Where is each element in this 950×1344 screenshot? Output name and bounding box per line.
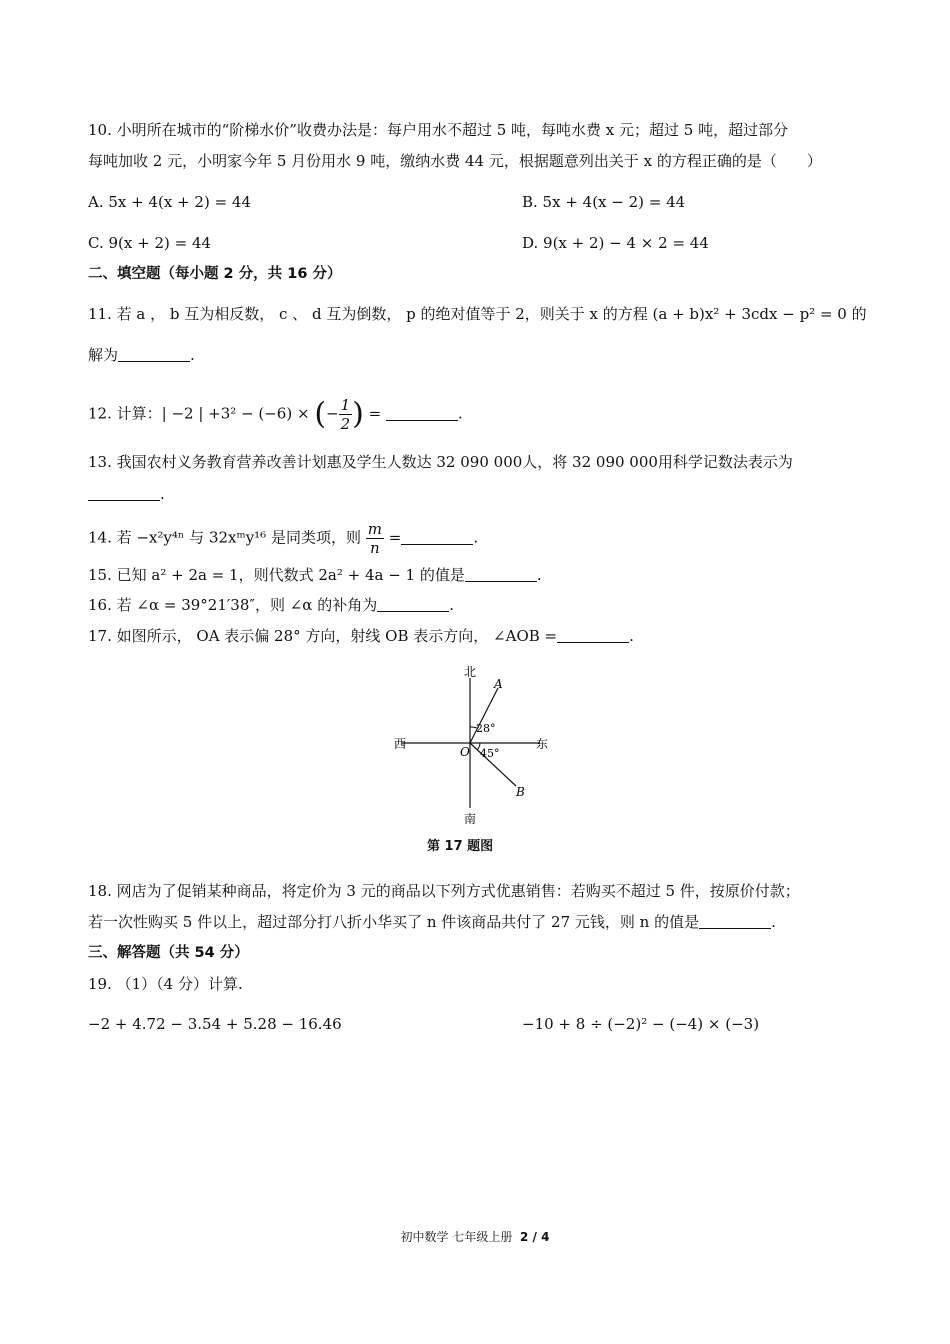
- q12-fraction: [339, 396, 353, 433]
- q15-text: 15. 已知 a² + 2a = 1，则代数式 2a² + 4a − 1 的值是: [88, 566, 465, 584]
- q13-line1: 13. 我国农村义务教育营养改善计划惠及学生人数达 32 090 000人，将 32 090 000用科学记数法表示为: [88, 453, 793, 471]
- q10-stem-line1: 10. 小明所在城市的“阶梯水价”收费办法是：每户用水不超过 5 吨，每吨水费 x 元；超过 5 吨，超过部分: [88, 121, 789, 139]
- q11-line2-text: 解为: [88, 346, 119, 364]
- q19-expr-left: −2 + 4.72 − 3.54 + 5.28 − 16.46: [88, 1015, 342, 1033]
- q12-frac-den: 2: [340, 415, 351, 433]
- q14-equals: =: [388, 528, 402, 547]
- q14-answer-blank: [401, 529, 473, 545]
- q11-line1: 11. 若 a ， b 互为相反数， c 、 d 互为倒数， p 的绝对值等于 2，则关于 x 的方程 (a + b)x² + 3cdx − p² = 0 的: [88, 305, 867, 323]
- q14-fraction: [366, 520, 384, 557]
- point-a-label: A: [494, 677, 503, 691]
- q19-header: 19. （1）（4 分）计算.: [88, 975, 243, 993]
- q10-option-b: B. 5x + 4(x − 2) = 44: [522, 193, 686, 211]
- q10-stem-line2: 每吨加收 2 元，小明家今年 5 月份用水 9 吨，缴纳水费 44 元，根据题意列出关于 x 的方程正确的是（ ）: [88, 152, 822, 170]
- q13-line2: .: [88, 483, 165, 505]
- q10-option-d: D. 9(x + 2) − 4 × 2 = 44: [522, 234, 709, 252]
- section2-title: 二、填空题（每小题 2 分，共 16 分）: [88, 266, 342, 282]
- q15-answer-blank: [465, 566, 537, 582]
- q14-prefix: 14. 若 −x²y⁴ⁿ 与 32xᵐy¹⁶ 是同类项，则: [88, 528, 361, 547]
- south-label: 南: [464, 812, 477, 826]
- footer-page-number: 2 / 4: [520, 1230, 550, 1244]
- q10-option-c: C. 9(x + 2) = 44: [88, 234, 212, 252]
- q18-line2: 若一次性购买 5 件以上，超过部分打八折小华买了 n 件该商品共付了 27 元钱，则 n 的值是 .: [88, 913, 776, 931]
- q13-answer-blank: [88, 485, 160, 501]
- footer-text: 初中数学 七年级上册: [400, 1230, 513, 1244]
- q17-text: 17. 如图所示， OA 表示偏 28° 方向，射线 OB 表示方向， ∠AOB =: [88, 627, 558, 645]
- q19-expr-right: −10 + 8 ÷ (−2)² − (−4) × (−3): [522, 1015, 760, 1033]
- q14-frac-num: m: [367, 520, 382, 538]
- q12-right-paren: ): [352, 396, 364, 432]
- north-label: 北: [464, 665, 477, 679]
- q16-answer-blank: [377, 596, 449, 612]
- west-label: 西: [394, 737, 407, 751]
- angle-45-label: 45°: [480, 747, 500, 760]
- section3-title: 三、解答题（共 54 分）: [88, 945, 249, 961]
- q12-frac-num: 1: [340, 396, 351, 414]
- q12-prefix: 12. 计算：| −2 | +3² − (−6) ×: [88, 404, 310, 423]
- q18-answer-blank: [699, 913, 771, 929]
- q11-answer-blank: [118, 346, 190, 362]
- point-o-label: O: [460, 745, 470, 759]
- q10-option-a: A. 5x + 4(x + 2) = 44: [88, 193, 252, 211]
- angle-28-label: 28°: [476, 722, 496, 735]
- q17-answer-blank: [557, 627, 629, 643]
- q16-text: 16. 若 ∠α = 39°21′38″，则 ∠α 的补角为: [88, 596, 378, 614]
- q12-answer-blank: [386, 405, 458, 421]
- q17-line: 17. 如图所示， OA 表示偏 28° 方向，射线 OB 表示方向， ∠AOB = .: [88, 627, 634, 645]
- figure17-compass-diagram: [380, 660, 580, 840]
- q15-line: 15. 已知 a² + 2a = 1，则代数式 2a² + 4a − 1 的值是 .: [88, 566, 542, 584]
- q11-line2: 解为 .: [88, 346, 195, 364]
- q18-line1: 18. 网店为了促销某种商品，将定价为 3 元的商品以下列方式优惠销售：若购买不超过 5 件，按原价付款；: [88, 882, 800, 900]
- page-footer: [0, 1228, 950, 1245]
- q12-left-paren: (: [314, 396, 327, 432]
- q12-line: 12. 计算：| −2 | +3² − (−6) × (− $\frac{1}{2}$ ) = .: [88, 396, 463, 433]
- q18-line2-text: 若一次性购买 5 件以上，超过部分打八折小华买了 n 件该商品共付了 27 元钱，则 n 的值是: [88, 913, 700, 931]
- q16-line: 16. 若 ∠α = 39°21′38″，则 ∠α 的补角为 .: [88, 596, 454, 614]
- east-label: 东: [536, 737, 549, 751]
- q14-frac-den: n: [370, 539, 380, 557]
- q12-minus: −: [326, 404, 339, 423]
- q14-line: 14. 若 −x²y⁴ⁿ 与 32xᵐy¹⁶ 是同类项，则 $\frac{m}{n}$ = .: [88, 520, 479, 557]
- point-b-label: B: [516, 785, 525, 799]
- figure17-caption: 第 17 题图: [427, 839, 494, 854]
- q12-equals: =: [368, 404, 382, 423]
